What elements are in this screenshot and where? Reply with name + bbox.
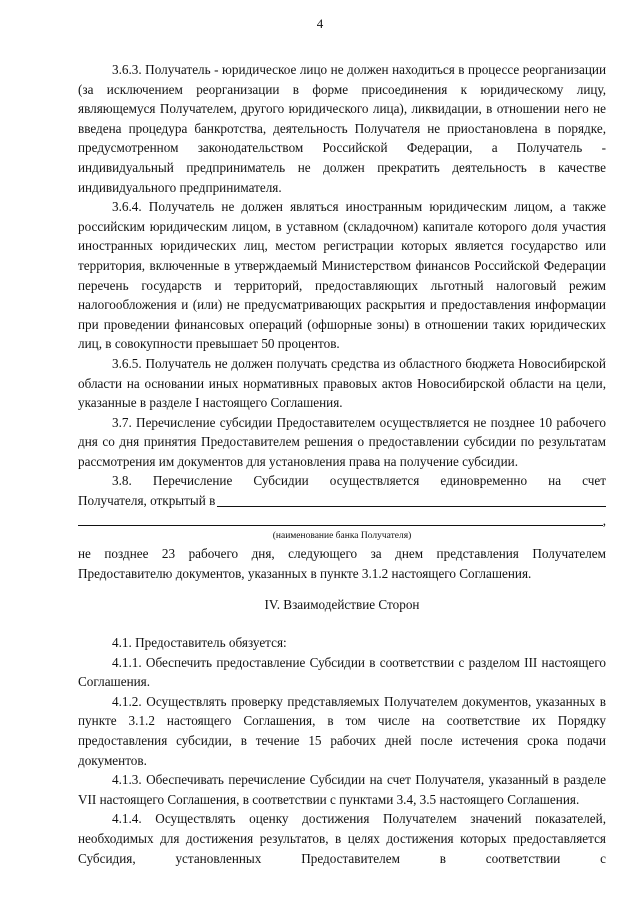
bank-name-trailing-comma: , bbox=[602, 512, 606, 528]
bank-name-caption: (наименование банка Получателя) bbox=[272, 531, 412, 542]
paragraph-3-8-rest: не позднее 23 рабочего дня, следующего за днем представления Получателем Предоставителю документов, указанных в пункте 3.1.2 настоящего Соглашения. bbox=[78, 546, 606, 581]
paragraph-3-6-4: 3.6.4. Получатель не должен являться иностранным юридическим лицом, а также российским юридическим лицом, в уставном (складочном) капитале которого доля участия иностранных юридических лиц, местом регистрации которых является государство или территория, включенные в утверждаемый Министерством финансов Российской Федерации перечень государств и территорий, предоставляющих льготный налоговый режим налогообложения и (или) не предусматривающих раскрытия и предоставления информации при проведении финансовых операций (офшорные зоны) в отношении таких юридических лиц, в совокупности превышает 50 процентов. bbox=[78, 199, 606, 352]
document-body bbox=[78, 60, 606, 868]
bank-name-blank-1 bbox=[217, 506, 606, 507]
paragraph-3-6-3: 3.6.3. Получатель - юридическое лицо не должен находиться в процессе реорганизации (за исключением реорганизации в форме присоединения к юридическому лицу, являющемуся Получателем, другого юридического лица), ликвидации, в отношении него не введена процедура банкротства, деятельность Получателя не приостановлена в порядке, предусмотренном законодательством Российской Федерации, а Получатель - индивидуальный предприниматель не должен прекратить деятельность в качестве индивидуального предпринимателя. bbox=[78, 62, 606, 195]
paragraph-3-8-line-1: 3.8. Перечисление Субсидии осуществляется единовременно на счет bbox=[112, 473, 606, 489]
bank-name-field-line-2 bbox=[78, 511, 606, 531]
paragraph-4-1-2: 4.1.2. Осуществлять проверку представляемых Получателем документов, указанных в пункте 3.1.2 настоящего Соглашения, в том числе на соответствие их Порядку предоставления субсидии, в течение 15 рабочих дней после истечения срока подачи документов. bbox=[78, 693, 606, 768]
page-number: 4 bbox=[316, 16, 324, 31]
section-4-title: IV. Взаимодействие Сторон bbox=[264, 597, 420, 613]
paragraph-4-1-4: 4.1.4. Осуществлять оценку достижения Получателем значений показателей, необходимых для достижения результатов, в целях достижения которых предоставляется Субсидия, установленных Предоставителем в соответствии с bbox=[78, 811, 606, 866]
paragraph-3-6-5: 3.6.5. Получатель не должен получать средства из областного бюджета Новосибирской области на основании иных нормативных правовых актов Новосибирской области на цели, указанные в разделе I настоящего Соглашения. bbox=[78, 355, 606, 411]
paragraph-3-7: 3.7. Перечисление субсидии Предоставителем осуществляется не позднее 10 рабочего дня со дня принятия Предоставителем решения о предоставлении субсидии по результатам рассмотрения им документов для установления права на получение субсидии. bbox=[78, 414, 606, 469]
paragraph-4-1-3: 4.1.3. Обеспечивать перечисление Субсидии на счет Получателя, указанный в разделе VII настоящего Соглашения, в соответствии с пунктами 3.4, 3.5 настоящего Соглашения. bbox=[78, 772, 606, 807]
bank-name-field-line-1 bbox=[78, 491, 606, 511]
paragraph-4-1: 4.1. Предоставитель обязуется: bbox=[112, 635, 287, 651]
paragraph-3-8-line-2: Получателя, открытый в bbox=[78, 493, 216, 509]
paragraph-4-1-1: 4.1.1. Обеспечить предоставление Субсидии в соответствии с разделом III настоящего Соглашения. bbox=[78, 654, 606, 690]
bank-name-blank-2 bbox=[78, 525, 603, 526]
